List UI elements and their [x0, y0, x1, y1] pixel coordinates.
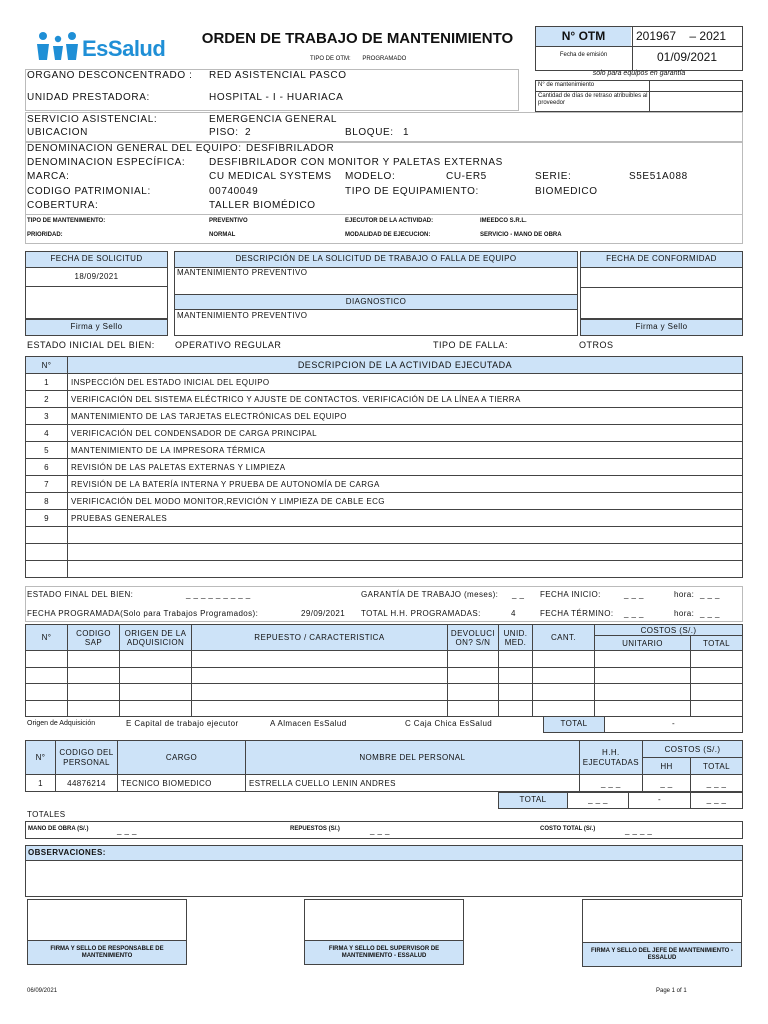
- repuesto-cell: [533, 667, 595, 684]
- actividad-n: 4: [26, 425, 68, 442]
- footer-page: Page 1 of 1: [656, 988, 687, 994]
- fecha-termino-value: _ _ _: [624, 609, 644, 618]
- repuestos-table: [25, 624, 743, 717]
- repuesto-row: [26, 651, 743, 668]
- repuesto-cell: [68, 651, 120, 668]
- repuesto-cell: [192, 700, 448, 717]
- repuesto-cell: [691, 700, 743, 717]
- observaciones-title: OBSERVACIONES:: [26, 846, 742, 860]
- firma-supervisor-label: FIRMA Y SELLO DEL SUPERVISOR DE MANTENIMIENTO - ESSALUD: [304, 940, 464, 965]
- actividad-text: VERIFICACIÓN DEL CONDENSADOR DE CARGA PRINCIPAL: [68, 425, 743, 442]
- fecha-inicio-value: _ _ _: [624, 590, 644, 599]
- per-row-total: _ _ _: [691, 775, 743, 792]
- repuesto-cell: [533, 651, 595, 668]
- rep-cant-header: CANT.: [533, 625, 595, 651]
- per-row-hh2: _ _: [643, 775, 691, 792]
- actividad-text: [68, 527, 743, 544]
- family-logo-icon: [34, 30, 84, 62]
- marca-label: MARCA:: [27, 171, 70, 182]
- codigo-label: CODIGO PATRIMONIAL:: [27, 186, 151, 197]
- descripcion-value: MANTENIMIENTO PREVENTIVO: [177, 268, 308, 277]
- actividad-row: [26, 476, 743, 493]
- otm-number: 201967 – 2021: [632, 27, 742, 46]
- repuesto-cell: [192, 684, 448, 701]
- actividad-n: [26, 527, 68, 544]
- rep-repuesto-header: REPUESTO / CARACTERISTICA: [192, 625, 448, 651]
- repuesto-cell: [120, 667, 192, 684]
- firma-left-label: Firma y Sello: [25, 319, 168, 336]
- actividad-n: 9: [26, 510, 68, 527]
- repuesto-cell: [499, 700, 533, 717]
- garantia-label: GARANTÍA DE TRABAJO (meses):: [361, 590, 499, 599]
- repuesto-row: [26, 700, 743, 717]
- origen-label: Origen de Adquisición: [27, 720, 96, 727]
- repuesto-cell: [691, 651, 743, 668]
- modalidad-label: MODALIDAD DE EJECUCION:: [345, 232, 431, 238]
- per-row-hh: _ _ _: [579, 775, 642, 792]
- page-title: ORDEN DE TRABAJO DE MANTENIMIENTO: [201, 30, 514, 47]
- fecha-inicio-label: FECHA INICIO:: [540, 590, 601, 599]
- actividades-desc-header: DESCRIPCION DE LA ACTIVIDAD EJECUTADA: [68, 357, 743, 374]
- repuesto-cell: [447, 667, 498, 684]
- per-row-cargo: TECNICO BIOMEDICO: [118, 775, 246, 792]
- dias-retraso-label: Cantidad de días de retraso atribuibles al proveedor: [538, 93, 648, 106]
- unidad-label: UNIDAD PRESTADORA:: [27, 92, 150, 103]
- repuesto-cell: [499, 667, 533, 684]
- repuesto-row: [26, 667, 743, 684]
- serie-label: SERIE:: [535, 171, 572, 182]
- mano-obra-label: MANO DE OBRA (S/.): [28, 826, 89, 832]
- fecha-solicitud-value: 18/09/2021: [25, 268, 168, 287]
- actividad-n: 1: [26, 374, 68, 391]
- repuesto-cell: [691, 684, 743, 701]
- tipo-equip-label: TIPO DE EQUIPAMIENTO:: [345, 186, 479, 197]
- hora-termino-value: _ _ _: [700, 609, 720, 618]
- per-row-codigo: 44876214: [56, 775, 118, 792]
- den-especifica-label: DENOMINACION ESPECÍFICA:: [27, 157, 186, 168]
- actividad-row: [26, 391, 743, 408]
- repuesto-cell: [595, 684, 691, 701]
- cobertura-value: TALLER BIOMÉDICO: [209, 200, 316, 211]
- ejecutor-label: EJECUTOR DE LA ACTIVIDAD:: [345, 218, 434, 224]
- rep-total-label: TOTAL: [543, 716, 605, 733]
- tipo-mant-value: PREVENTIVO: [209, 218, 248, 224]
- modelo-label: MODELO:: [345, 171, 396, 182]
- prioridad-value: NORMAL: [209, 232, 236, 238]
- organo-label: ORGANO DESCONCENTRADO :: [27, 70, 193, 81]
- diagnostico-value: MANTENIMIENTO PREVENTIVO: [177, 311, 308, 320]
- actividad-n: 6: [26, 459, 68, 476]
- actividad-row: [26, 408, 743, 425]
- firma-right-label: Firma y Sello: [580, 319, 743, 336]
- firma-jefe-label: FIRMA Y SELLO DEL JEFE DE MANTENIMIENTO - ESSALUD: [582, 942, 742, 967]
- rep-total-header: TOTAL: [691, 636, 743, 651]
- actividades-n-header: N°: [26, 357, 68, 374]
- actividad-row: [26, 459, 743, 476]
- total-hh-label: TOTAL H.H. PROGRAMADAS:: [361, 609, 481, 618]
- repuesto-cell: [595, 651, 691, 668]
- per-nombre-header: NOMBRE DEL PERSONAL: [246, 741, 580, 775]
- repuesto-cell: [68, 684, 120, 701]
- logo-text: EsSalud: [82, 36, 166, 61]
- repuesto-cell: [26, 651, 68, 668]
- bloque-value: 1: [403, 127, 410, 138]
- per-row-nombre: ESTRELLA CUELLO LENIN ANDRES: [246, 775, 580, 792]
- origen-c: C Caja Chica EsSalud: [405, 719, 493, 728]
- repuesto-cell: [595, 700, 691, 717]
- repuesto-cell: [120, 651, 192, 668]
- ejecutor-value: IMEEDCO S.R.L.: [480, 218, 527, 224]
- ubicacion-label: UBICACION: [27, 127, 88, 138]
- actividad-text: VERIFICACIÓN DEL SISTEMA ELÉCTRICO Y AJUSTE DE CONTACTOS. VERIFICACIÓN DE LA LÍNEA A TIERRA: [68, 391, 743, 408]
- actividad-text: MANTENIMIENTO DE LAS TARJETAS ELECTRÓNICAS DEL EQUIPO: [68, 408, 743, 425]
- actividad-n: 8: [26, 493, 68, 510]
- repuesto-cell: [26, 667, 68, 684]
- repuesto-cell: [533, 684, 595, 701]
- per-row-n: 1: [26, 775, 56, 792]
- repuestos-total-value: _ _ _: [370, 826, 390, 835]
- prioridad-label: PRIORIDAD:: [27, 232, 63, 238]
- per-hh2-header: HH: [643, 758, 691, 775]
- servicio-value: EMERGENCIA GENERAL: [209, 114, 338, 125]
- tipo-falla-value: OTROS: [579, 340, 614, 350]
- tipo-mant-label: TIPO DE MANTENIMIENTO:: [27, 218, 106, 224]
- garantia-value: _ _: [512, 590, 525, 599]
- repuesto-cell: [120, 700, 192, 717]
- modalidad-value: SERVICIO - MANO DE OBRA: [480, 232, 562, 238]
- den-general-label: DENOMINACION GENERAL DEL EQUIPO:: [27, 143, 242, 154]
- actividad-text: [68, 544, 743, 561]
- actividad-text: REVISIÓN DE LAS PALETAS EXTERNAS Y LIMPIEZA: [68, 459, 743, 476]
- n-mantenimiento-label: N° de mantenimiento: [538, 82, 595, 88]
- tipo-otm: TIPO DE OTM: PROGRAMADO: [310, 56, 407, 62]
- actividad-row: [26, 374, 743, 391]
- origen-e: E Capital de trabajo ejecutor: [126, 719, 239, 728]
- costo-total-label: COSTO TOTAL (S/.): [540, 826, 596, 832]
- per-costos-header: COSTOS (S/.): [643, 741, 743, 758]
- personal-table: [25, 740, 743, 792]
- actividad-text: MANTENIMIENTO DE LA IMPRESORA TÉRMICA: [68, 442, 743, 459]
- mano-obra-value: _ _ _: [117, 826, 137, 835]
- actividad-text: [68, 561, 743, 578]
- garantia-note: solo para equipos en garantía: [592, 70, 686, 77]
- per-total-label: TOTAL: [498, 792, 568, 809]
- repuesto-cell: [68, 667, 120, 684]
- actividad-text: VERIFICACIÓN DEL MODO MONITOR,REVICIÓN Y LIMPIEZA DE CABLE ECG: [68, 493, 743, 510]
- estado-final-label: ESTADO FINAL DEL BIEN:: [27, 590, 134, 599]
- piso-label: PISO:: [209, 127, 239, 138]
- repuesto-cell: [595, 667, 691, 684]
- per-total-header: TOTAL: [691, 758, 743, 775]
- servicio-label: SERVICIO ASISTENCIAL:: [27, 114, 158, 125]
- actividad-n: 3: [26, 408, 68, 425]
- repuesto-cell: [68, 700, 120, 717]
- fecha-programada-value: 29/09/2021: [301, 609, 346, 618]
- hora-inicio-value: _ _ _: [700, 590, 720, 599]
- actividad-text: PRUEBAS GENERALES: [68, 510, 743, 527]
- codigo-value: 00740049: [209, 186, 259, 197]
- actividad-n: 5: [26, 442, 68, 459]
- den-general-value: DESFIBRILADOR: [246, 143, 335, 154]
- fecha-termino-label: FECHA TÉRMINO:: [540, 609, 614, 618]
- modelo-value: CU-ER5: [446, 171, 487, 182]
- repuesto-cell: [533, 700, 595, 717]
- total-hh-value: 4: [511, 609, 516, 618]
- actividad-n: 2: [26, 391, 68, 408]
- per-cargo-header: CARGO: [118, 741, 246, 775]
- repuesto-cell: [120, 684, 192, 701]
- firma-left-area: [25, 286, 168, 319]
- fecha-emision-value: 01/09/2021: [656, 50, 718, 64]
- rep-devolucion-header: DEVOLUCI ON? S/N: [447, 625, 498, 651]
- diagnostico-header: DIAGNOSTICO: [174, 294, 578, 310]
- hora-termino-label: hora:: [674, 609, 695, 618]
- repuestos-total-label: REPUESTOS (S/.): [290, 826, 340, 832]
- actividades-table: [25, 356, 743, 578]
- estado-inicial-value: OPERATIVO REGULAR: [175, 340, 282, 350]
- repuesto-cell: [691, 667, 743, 684]
- actividad-n: [26, 561, 68, 578]
- origen-a: A Almacen EsSalud: [270, 719, 347, 728]
- den-especifica-value: DESFIBRILADOR CON MONITOR Y PALETAS EXTERNAS: [209, 157, 503, 168]
- essalud-logo: [34, 30, 174, 66]
- per-total-total: _ _ _: [690, 792, 743, 809]
- conformidad-area: [580, 268, 743, 319]
- estado-final-value: _ _ _ _ _ _ _ _ _: [186, 590, 251, 599]
- repuesto-row: [26, 684, 743, 701]
- actividad-row: [26, 527, 743, 544]
- otm-label: N° OTM: [536, 27, 631, 46]
- actividad-row: [26, 544, 743, 561]
- rep-origen-header: ORIGEN DE LA ADQUISICION: [120, 625, 192, 651]
- actividad-row: [26, 561, 743, 578]
- fecha-programada-label: FECHA PROGRAMADA(Solo para Trabajos Programados):: [27, 609, 259, 618]
- per-hh-header: H.H. EJECUTADAS: [579, 741, 642, 775]
- footer-date: 06/09/2021: [27, 988, 58, 994]
- rep-unid-header: UNID. MED.: [499, 625, 533, 651]
- descripcion-header: DESCRIPCIÓN DE LA SOLICITUD DE TRABAJO O FALLA DE EQUIPO: [174, 251, 578, 268]
- marca-value: CU MEDICAL SYSTEMS: [209, 171, 332, 182]
- repuesto-cell: [447, 700, 498, 717]
- actividad-row: [26, 510, 743, 527]
- rep-unitario-header: UNITARIO: [595, 636, 691, 651]
- repuesto-cell: [499, 684, 533, 701]
- per-n-header: N°: [26, 741, 56, 775]
- repuesto-cell: [26, 700, 68, 717]
- repuesto-cell: [499, 651, 533, 668]
- repuesto-cell: [192, 651, 448, 668]
- actividad-row: [26, 493, 743, 510]
- costo-total-value: _ _ _ _: [625, 826, 653, 835]
- actividad-n: 7: [26, 476, 68, 493]
- actividad-text: INSPECCIÓN DEL ESTADO INICIAL DEL EQUIPO: [68, 374, 743, 391]
- fecha-emision-label: Fecha de emisión: [559, 52, 608, 58]
- actividad-row: [26, 442, 743, 459]
- fecha-conformidad-header: FECHA DE CONFORMIDAD: [580, 251, 743, 268]
- fecha-solicitud-header: FECHA DE SOLICITUD: [25, 251, 168, 268]
- firma-responsable-label: FIRMA Y SELLO DE RESPONSABLE DE MANTENIMIENTO: [27, 940, 187, 965]
- repuesto-cell: [192, 667, 448, 684]
- per-total-hh: _ _ _: [567, 792, 629, 809]
- per-total-hh2: -: [628, 792, 691, 809]
- bloque-label: BLOQUE:: [345, 127, 394, 138]
- cobertura-label: COBERTURA:: [27, 200, 99, 211]
- rep-total-value: -: [604, 716, 743, 733]
- actividad-row: [26, 425, 743, 442]
- tipo-equip-value: BIOMEDICO: [535, 186, 598, 197]
- actividad-n: [26, 544, 68, 561]
- unidad-value: HOSPITAL - I - HUARIACA: [209, 92, 344, 103]
- actividad-text: REVISIÓN DE LA BATERÍA INTERNA Y PRUEBA DE AUTONOMÍA DE CARGA: [68, 476, 743, 493]
- tipo-falla-label: TIPO DE FALLA:: [433, 340, 509, 350]
- rep-costos-header: COSTOS (S/.): [595, 625, 743, 636]
- totales-title: TOTALES: [27, 810, 66, 819]
- hora-inicio-label: hora:: [674, 590, 695, 599]
- organo-value: RED ASISTENCIAL PASCO: [209, 70, 347, 81]
- repuesto-cell: [447, 684, 498, 701]
- repuesto-cell: [447, 651, 498, 668]
- per-codigo-header: CODIGO DEL PERSONAL: [56, 741, 118, 775]
- serie-value: S5E51A088: [629, 171, 688, 182]
- rep-n-header: N°: [26, 625, 68, 651]
- piso-value: 2: [245, 127, 252, 138]
- repuesto-cell: [26, 684, 68, 701]
- estado-inicial-label: ESTADO INICIAL DEL BIEN:: [27, 340, 155, 350]
- rep-codigo-header: CODIGO SAP: [68, 625, 120, 651]
